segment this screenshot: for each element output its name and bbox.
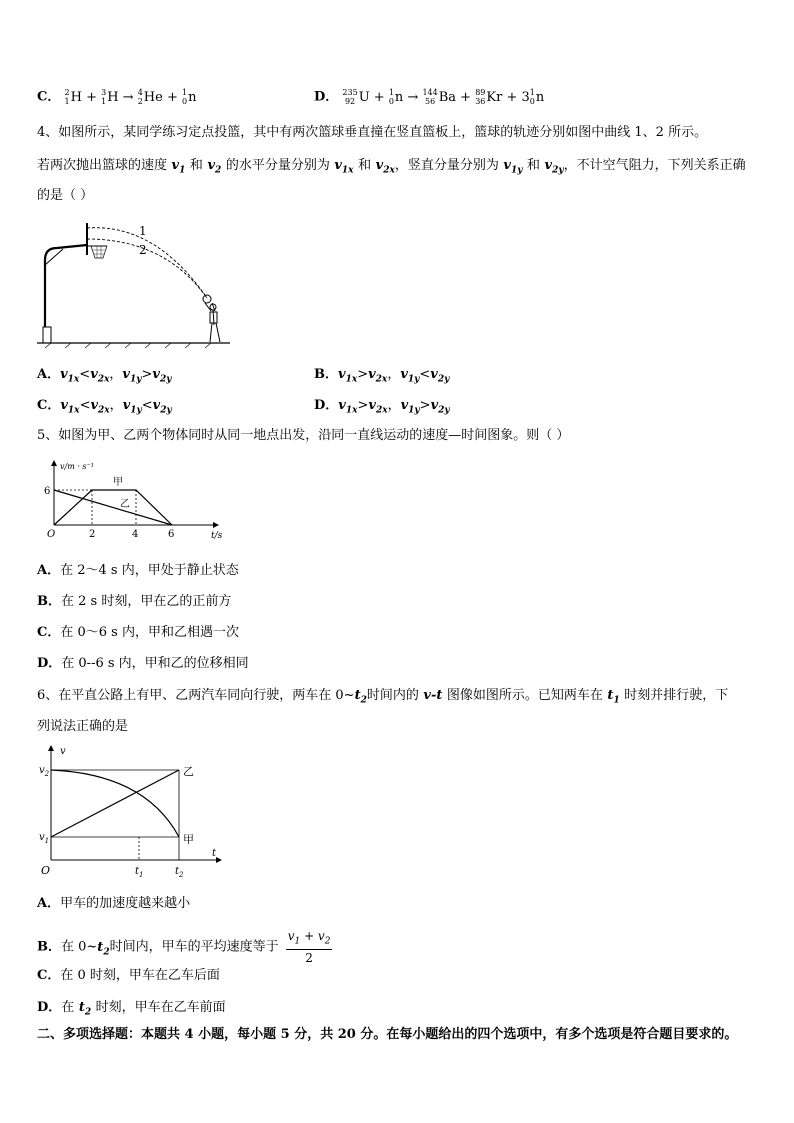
basketball-figure — [35, 215, 235, 350]
v1-label: $v_1$ — [39, 832, 50, 845]
q6-vt-graph — [35, 742, 225, 882]
nuclear-equation-d: 235 92 U + 1 0n → 144 56 Ba + 89 36Kr + 31 0n — [342, 88, 545, 106]
yi-label: 乙 — [183, 765, 194, 778]
v2-label: $v_2$ — [39, 765, 50, 778]
player-icon — [203, 295, 220, 342]
curve-2-label: 2 — [139, 243, 147, 257]
v-axis-label: v — [60, 746, 66, 757]
q3-option-d — [314, 88, 544, 107]
q5-option-a: A．在 2～4 s 内，甲处于静止状态 — [37, 563, 239, 578]
y-axis-label: v/m · s⁻¹ — [60, 462, 94, 471]
q4-stem-line2: 若两次抛出篮球的速度 $v_1$ 和 $v_2$ 的水平分量分别为 $v_{1x}$ 和 $v_{2x}$，竖直分量分别为 $v_{1y}$ 和 $v_{2y}$，不计空气阻力，下列关系正确 — [37, 158, 746, 176]
q6-option-c: C．在 0 时刻，甲车在乙车后面 — [37, 968, 220, 983]
q5-option-c: C．在 0～6 s 内，甲和乙相遇一次 — [37, 625, 239, 640]
q6-stem-line1: 6、在平直公路上有甲、乙两汽车同向行驶，两车在 $0\sim t_2$时间内的 v-t 图像如图所示。已知两车在 $t_1$ 时刻并排行驶，下 — [37, 688, 729, 706]
average-velocity-fraction: $\frac{v_1 + v_2}{2}$ — [287, 929, 331, 966]
curve-1-label: 1 — [139, 224, 147, 238]
q6-option-b: B．在 $0\sim t_2$时间内，甲车的平均速度等于 $\frac{v_1 + v_2}{2}$ — [37, 929, 331, 966]
q4-option-c: C．$v_{1x}<v_{2x}$，$v_{1y}<v_{2y}$ — [37, 398, 172, 416]
q5-option-d: D．在 0--6 s 内，甲和乙的位移相同 — [37, 656, 249, 671]
jia-label: 甲 — [183, 833, 194, 846]
q4-stem-line1: 4、如图所示，某同学练习定点投篮，其中有两次篮球垂直撞在竖直篮板上，篮球的轨迹分别如图中曲线 1、2 所示。 — [37, 125, 708, 140]
y-tick-6: 6 — [44, 486, 51, 497]
q4-stem-line3: 的是（ ） — [37, 188, 94, 203]
q6-option-d: D．在 $t_2$ 时刻，甲车在乙车前面 — [37, 1000, 226, 1018]
x-tick-4: 4 — [132, 529, 139, 540]
origin-label: O — [41, 864, 51, 877]
section-2-heading: 二、多项选择题：本题共 4 小题，每小题 5 分，共 20 分。在每小题给出的四个选项中，有多个选项是符合题目要求的。 — [37, 1027, 738, 1042]
x-tick-6: 6 — [168, 529, 175, 540]
q3-option-c — [37, 88, 196, 107]
q5-vt-graph — [40, 457, 225, 547]
yi-label: 乙 — [120, 499, 130, 510]
yi-line — [51, 770, 179, 837]
t-axis-label: t — [212, 848, 217, 859]
x-axis-label: t/s — [211, 531, 223, 541]
q5-option-b: B．在 2 s 时刻，甲在乙的正前方 — [37, 594, 232, 609]
x-tick-2: 2 — [89, 529, 96, 540]
t1-label: $t_1$ — [135, 866, 144, 879]
q5-stem: 5、如图为甲、乙两个物体同时从同一地点出发，沿同一直线运动的速度—时间图象。则（ ） — [37, 428, 570, 443]
q4-option-d: D．$v_{1x}>v_{2x}$，$v_{1y}>v_{2y}$ — [314, 398, 450, 416]
q4-option-b: B．$v_{1x}>v_{2x}$，$v_{1y}<v_{2y}$ — [314, 367, 450, 385]
q6-stem-line2: 列说法正确的是 — [37, 719, 129, 734]
option-label: D． — [314, 89, 339, 105]
jia-label: 甲 — [113, 477, 123, 488]
q4-option-a: A．$v_{1x}<v_{2x}$，$v_{1y}>v_{2y}$ — [37, 367, 172, 385]
origin-label: O — [47, 529, 56, 540]
nuclear-equation-c: 2 1H + 3 1H → 4 2He + 1 0n — [64, 88, 197, 106]
q6-option-a: A．甲车的加速度越来越小 — [37, 896, 191, 911]
option-label: C． — [37, 89, 61, 105]
t2-label: $t_2$ — [175, 866, 184, 879]
